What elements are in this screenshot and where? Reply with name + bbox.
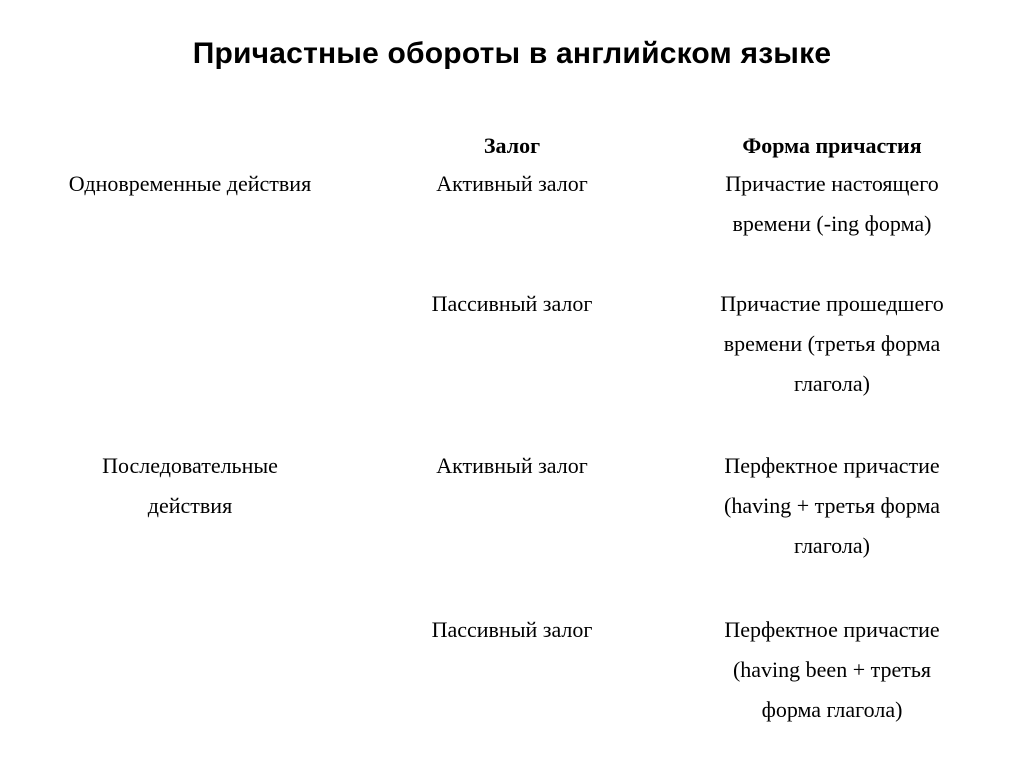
header-voice: Залог — [483, 133, 541, 158]
row-2-form: Причастие прошедшего времени (третья форма глагола) — [720, 291, 944, 396]
row-4-form: Перфектное причастие (having been + третья форма глагола) — [724, 617, 940, 722]
row-1-action: Одновременные действия — [68, 171, 312, 196]
row-3-form: Перфектное причастие (having + третья форма глагола) — [724, 453, 940, 558]
header-participle-form: Форма причастия — [742, 133, 922, 158]
page-title: Причастные обороты в английском языке — [192, 37, 832, 70]
row-1-voice: Активный залог — [436, 171, 588, 196]
row-1-form: Причастие настоящего времени (-ing форма) — [725, 171, 939, 236]
row-4-voice: Пассивный залог — [431, 617, 593, 642]
row-3-action: Последовательные действия — [102, 453, 278, 518]
row-3-voice: Активный залог — [436, 453, 588, 478]
row-2-voice: Пассивный залог — [431, 291, 593, 316]
